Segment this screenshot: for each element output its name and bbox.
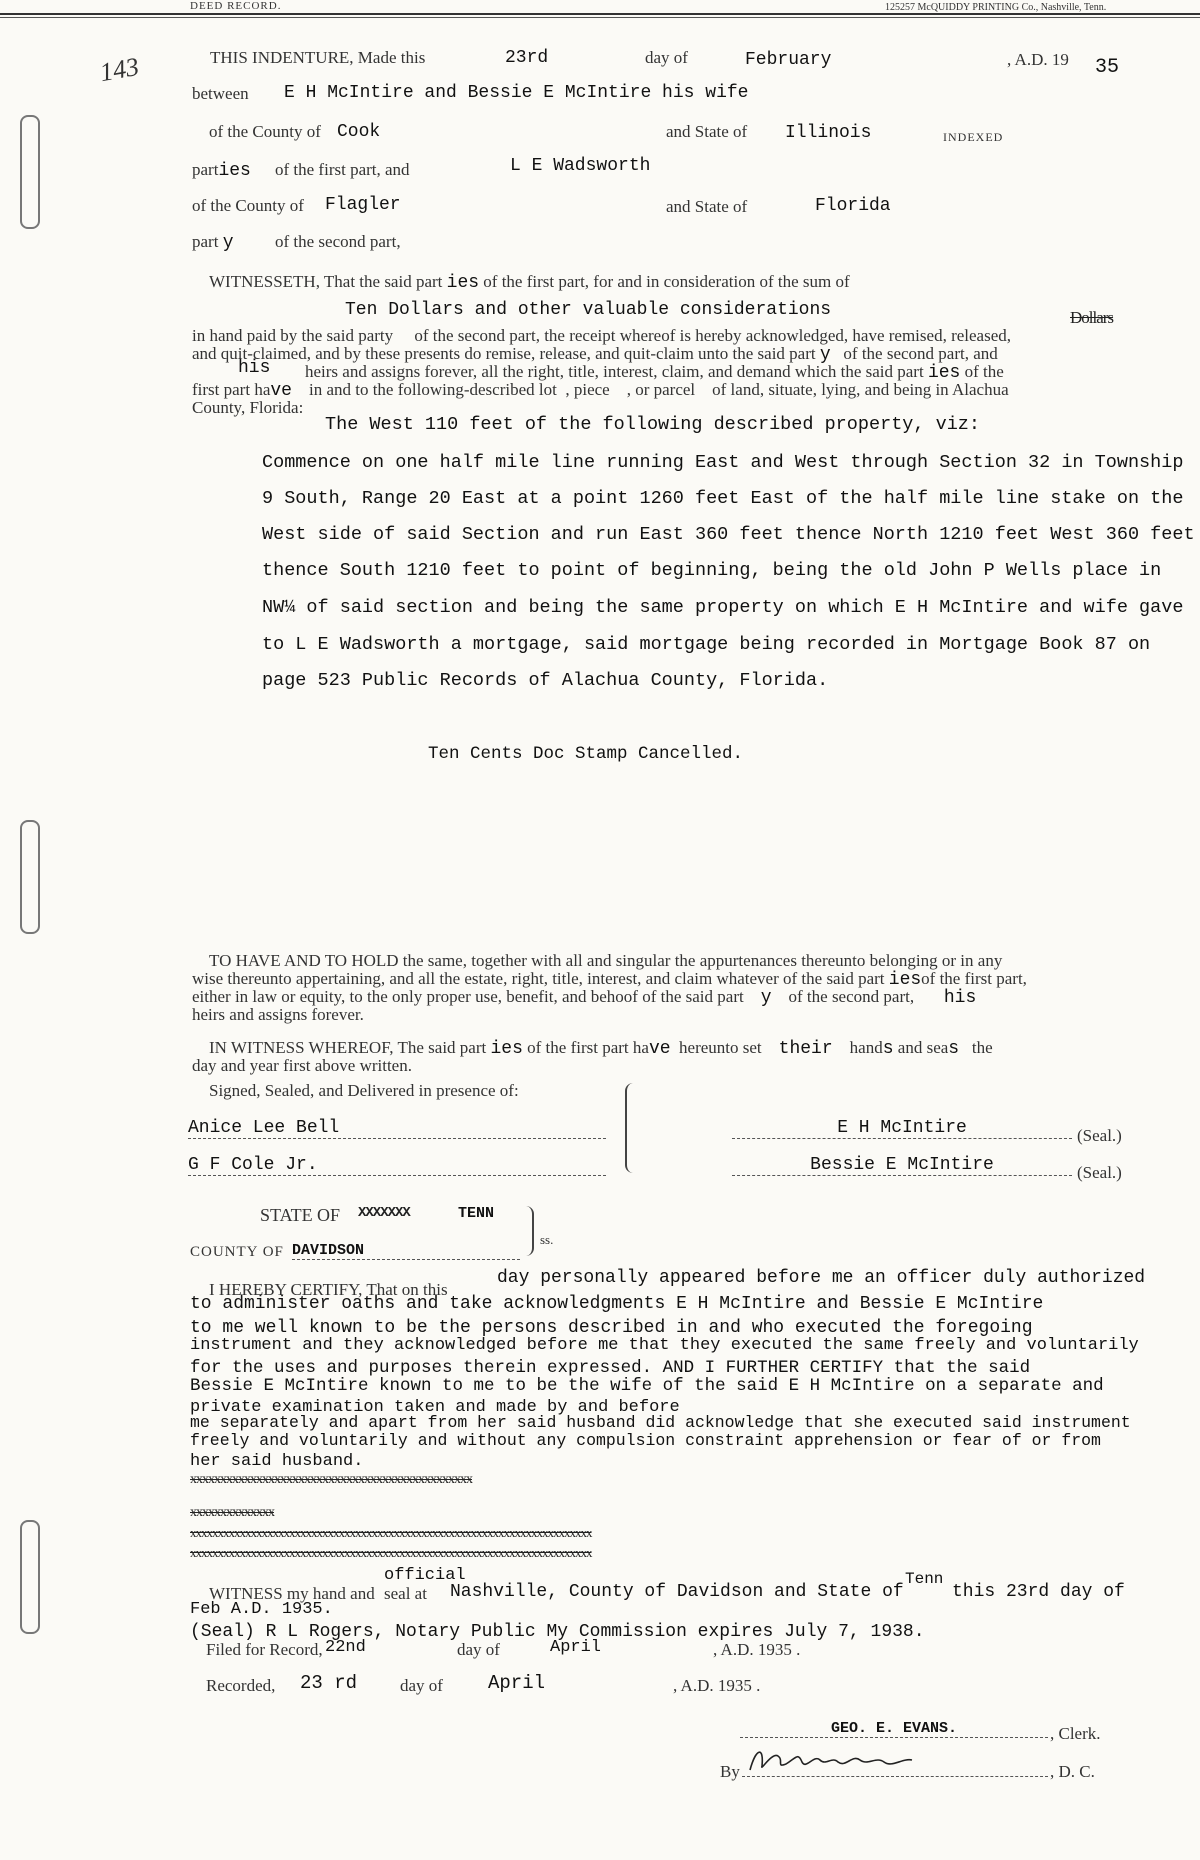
indenture-made-label: THIS INDENTURE, Made this: [210, 48, 426, 67]
witness-1: Anice Lee Bell: [188, 1118, 606, 1139]
habendum-line-1: TO HAVE AND TO HOLD the same, together with all and singular the appurtenances thereunto belonging or in any: [209, 951, 1003, 970]
ack-line: private examination taken and made by and before: [190, 1398, 680, 1417]
part-suffix: y: [222, 233, 234, 253]
binder-hole-icon: [20, 1520, 40, 1634]
page-number: 143: [97, 51, 142, 88]
habendum-line-3y: y: [760, 988, 772, 1008]
description-line: NW¼ of said section and being the same property on which E H McIntire and wife gave: [262, 597, 1184, 618]
filed-label: Filed for Record,: [206, 1640, 323, 1659]
ack-line: her said husband.: [190, 1452, 364, 1471]
habendum-line-4: heirs and assigns forever.: [192, 1005, 364, 1024]
ack-witness-lead: WITNESS my hand and: [209, 1584, 375, 1603]
testimonium-lead: IN WITNESS WHEREOF, The said part: [209, 1038, 487, 1057]
testimonium-ve: ve: [648, 1039, 671, 1059]
deputy-clerk-signature: [742, 1742, 1048, 1777]
between-label: between: [192, 84, 249, 103]
ack-witness-place: Nashville, County of Davidson and State of: [450, 1582, 904, 1602]
ack-struck-line: xxxxxxxxxxxxxx: [190, 1505, 274, 1520]
header-printer: 125257 McQUIDDY PRINTING Co., Nashville, Tenn.: [885, 2, 1107, 13]
state-2: Florida: [815, 196, 891, 216]
indenture-ad-label: , A.D. 19: [1007, 50, 1069, 69]
handwritten-signature-icon: [742, 1742, 942, 1776]
habendum-line-2a: wise thereunto appertaining, and all the estate, right, title, interest, and claim whatever of the said part: [192, 969, 885, 988]
indenture-day: 23rd: [505, 48, 549, 68]
ack-line: me separately and apart from her said husband did acknowledge that she executed said instrument: [190, 1413, 1131, 1432]
seal-label-1: (Seal.): [1077, 1126, 1122, 1145]
testimonium-and-seal: and sea: [897, 1038, 949, 1057]
description-line: thence South 1210 feet to point of beginning, being the old John P Wells place in: [262, 560, 1162, 581]
ack-county-label: COUNTY OF: [190, 1244, 284, 1260]
testimonium-line-2: day and year first above written.: [192, 1056, 412, 1075]
testimonium-ies: ies: [490, 1039, 523, 1059]
second-part-label: of the second part,: [275, 232, 401, 251]
ack-witness-date-2: Feb A.D. 1935.: [190, 1600, 333, 1619]
by-label: By: [720, 1762, 740, 1781]
indenture-day-of-label: day of: [645, 48, 688, 67]
clerk-name: GEO. E. EVANS.: [740, 1720, 1048, 1738]
description-line: to L E Wadsworth a mortgage, said mortgage being recorded in Mortgage Book 87 on: [262, 634, 1151, 655]
witnesseth-line-4a: first part ha: [192, 380, 271, 399]
witnesseth-his: his: [238, 358, 271, 378]
ack-line: Bessie E McIntire known to me to be the wife of the said E H McIntire on a separate and: [190, 1376, 1104, 1396]
binder-hole-icon: [20, 820, 40, 934]
header-title: DEED RECORD.: [190, 0, 282, 12]
witnesseth-line-4: [192, 380, 1009, 401]
witnesseth-ies: ies: [446, 273, 480, 293]
ack-official: official: [384, 1566, 466, 1585]
recorded-label: Recorded,: [206, 1676, 276, 1695]
testimonium-s1: s: [882, 1039, 894, 1059]
county-label-1: of the County of: [209, 122, 321, 141]
ack-witness-date: this 23rd day of: [952, 1582, 1125, 1602]
witnesseth-line-2a: and quit-claimed, and by these presents do remise, release, and quit-claim unto the said part: [192, 344, 816, 363]
recorded-day-of: day of: [400, 1676, 443, 1695]
ack-state-value: TENN: [458, 1205, 495, 1222]
parties-label: [192, 160, 251, 181]
habendum-line-3his: his: [943, 988, 977, 1008]
dollars-struck: Dollars: [1070, 308, 1114, 327]
binder-hole-icon: [20, 115, 40, 229]
county-label-2: of the County of: [192, 196, 304, 215]
ack-line: for the uses and purposes therein expressed. AND I FURTHER CERTIFY that the said: [190, 1358, 1031, 1378]
ack-struck-line: xxxxxxxxxxxxxxxxxxxxxxxxxxxxxxxxxxxxxxxxxxxxxxxxxxxxxxxxxxxxxxxxxxxxxxxxx: [190, 1545, 592, 1560]
ack-ss: ss.: [540, 1232, 554, 1247]
testimonium-mid: of the first part ha: [527, 1038, 649, 1057]
recorded-month: April: [488, 1672, 546, 1694]
ack-witness-state: Tenn: [905, 1570, 944, 1588]
filed-day-of: day of: [457, 1640, 500, 1659]
indexed-stamp: INDEXED: [943, 130, 1004, 144]
testimonium-hand: hand: [849, 1038, 883, 1057]
witnesseth-line: [209, 272, 850, 293]
stamp-note: Ten Cents Doc Stamp Cancelled.: [428, 744, 744, 764]
description-line: West side of said Section and run East 360 feet thence North 1210 feet West 360 feet: [262, 524, 1195, 545]
witnesseth-rest: of the first part, for and in consideration of the sum of: [483, 272, 850, 291]
signed-label: Signed, Sealed, and Delivered in presence of:: [209, 1081, 519, 1100]
ack-seal-at: seal at: [384, 1584, 427, 1603]
witnesseth-line-4b: in and to the following-described lot: [308, 380, 557, 399]
filed-day: 22nd: [325, 1638, 366, 1657]
dc-label: , D. C.: [1050, 1762, 1095, 1781]
ack-state-struck: XXXXXXX: [358, 1205, 410, 1221]
witnesseth-line-3b: of the: [964, 362, 1004, 381]
ack-county-value: DAVIDSON: [292, 1242, 520, 1260]
ack-line: freely and voluntarily and without any compulsion constraint apprehension or fear of or from: [190, 1431, 1101, 1450]
part-prefix: part: [192, 232, 219, 251]
clerk-label: , Clerk.: [1050, 1724, 1101, 1743]
witnesseth-line-5: County, Florida:: [192, 398, 304, 417]
habendum-line-3b: of the second part,: [788, 987, 915, 1006]
ack-notary: (Seal) R L Rogers, Notary Public My Commission expires July 7, 1938.: [190, 1622, 925, 1642]
filed-ad: , A.D. 1935 .: [713, 1640, 801, 1659]
header-rule: [0, 13, 1200, 15]
ack-line: instrument and they acknowledged before me that they executed the same freely and voluntarily: [190, 1336, 1139, 1355]
witnesseth-line-4ve: ve: [270, 381, 292, 401]
first-part-label: of the first part, and: [275, 160, 410, 179]
ack-line: to administer oaths and take acknowledgments E H McIntire and Bessie E McIntire: [190, 1294, 1044, 1314]
ack-struck-line: xxxxxxxxxxxxxxxxxxxxxxxxxxxxxxxxxxxxxxxxxxxxxxx: [190, 1472, 472, 1487]
header-rule-thin: [0, 17, 1200, 18]
witnesseth-line-1: [192, 326, 1011, 346]
description-line: Commence on one half mile line running East and West through Section 32 in Township: [262, 452, 1184, 473]
witnesseth-line-1b: of the second part, the receipt whereof is hereby acknowledged, have remised, released,: [414, 326, 1012, 345]
county-2: Flagler: [325, 195, 401, 215]
habendum-line-2ies: ies: [888, 970, 922, 990]
witnesseth-line-1a: in hand paid by the said party: [192, 326, 394, 345]
state-label-1: and State of: [666, 122, 748, 141]
witnesseth-line-3ies: ies: [927, 363, 961, 383]
witness-2: G F Cole Jr.: [188, 1155, 606, 1176]
witnesseth-line-4e: of land, situate, lying, and being in Alachua: [712, 380, 1009, 399]
ack-struck-line: xxxxxxxxxxxxxxxxxxxxxxxxxxxxxxxxxxxxxxxxxxxxxxxxxxxxxxxxxxxxxxxxxxxxxxxxx: [190, 1525, 592, 1540]
description-line: page 523 Public Records of Alachua County, Florida.: [262, 670, 829, 691]
description-line: 9 South, Range 20 East at a point 1260 feet East of the half mile line stake on the: [262, 488, 1184, 509]
witnesseth-line-2y: y: [819, 345, 831, 365]
ack-state-label: STATE OF: [260, 1205, 341, 1225]
witnesseth-line-4c: , piece: [565, 380, 610, 399]
ack-line: day personally appeared before me an officer duly authorized: [497, 1268, 1146, 1288]
witnesseth-lead: WITNESSETH, That the said part: [209, 272, 443, 291]
habendum-line-3a: either in law or equity, to the only proper use, benefit, and behoof of the said part: [192, 987, 744, 1006]
signatory-2: Bessie E McIntire: [732, 1155, 1072, 1176]
testimonium-s2: s: [948, 1039, 960, 1059]
state-label-2: and State of: [666, 197, 748, 216]
signatory-1: E H McIntire: [732, 1118, 1072, 1139]
second-party: L E Wadsworth: [510, 156, 651, 176]
habendum-line-2b: of the first part,: [921, 969, 1027, 988]
parties-prefix: part: [192, 160, 219, 179]
recorded-day: 23 rd: [300, 1672, 358, 1694]
testimonium-mid2: hereunto set: [679, 1038, 762, 1057]
recorded-ad: , A.D. 1935 .: [673, 1676, 761, 1695]
ack-line: to me well known to be the persons described in and who executed the foregoing: [190, 1318, 1033, 1338]
description-line: The West 110 feet of the following described property, viz:: [325, 414, 981, 435]
testimonium-their: their: [778, 1039, 833, 1059]
seal-label-2: (Seal.): [1077, 1163, 1122, 1182]
parties-suffix: ies: [218, 161, 251, 181]
ack-certify-lead: I HEREBY CERTIFY, That on this: [209, 1280, 448, 1299]
testimonium-the: the: [971, 1038, 993, 1057]
indenture-year: 35: [1095, 56, 1120, 79]
brace-icon: [625, 1083, 637, 1173]
county-1: Cook: [337, 122, 381, 142]
brace-icon: [522, 1206, 534, 1256]
witnesseth-line-4d: , or parcel: [626, 380, 696, 399]
witnesseth-line-2b: of the second part, and: [843, 344, 998, 363]
indenture-month: February: [745, 50, 832, 70]
state-1: Illinois: [785, 123, 872, 143]
consideration: Ten Dollars and other valuable considerations: [345, 300, 832, 320]
first-party: E H McIntire and Bessie E McIntire his wife: [284, 83, 749, 103]
part-label: [192, 232, 234, 253]
filed-month: April: [550, 1638, 602, 1657]
witnesseth-line-3a: heirs and assigns forever, all the right, title, interest, claim, and demand which the said part: [305, 362, 924, 381]
